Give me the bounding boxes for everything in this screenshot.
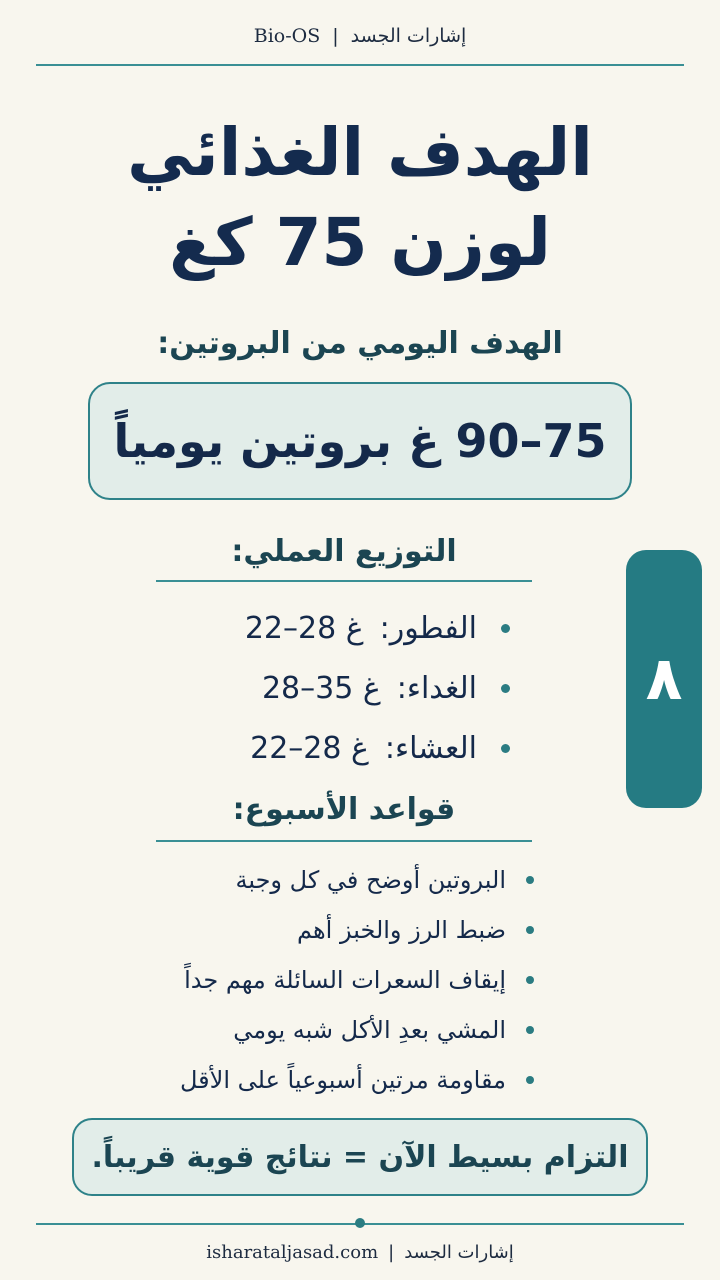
bullet-icon	[526, 876, 534, 884]
header-separator: |	[332, 25, 339, 47]
rule-text: البروتين أوضح في كل وجبة	[235, 866, 506, 894]
header-brand: Bio-OS	[253, 25, 321, 47]
footer-channel: إشارات الجسد	[404, 1241, 514, 1263]
protein-target-label: الهدف اليومي من البروتين:	[157, 326, 563, 361]
top-header	[0, 18, 720, 54]
bullet-icon	[526, 926, 534, 934]
title-line-2: لوزن 75 كغ	[169, 204, 551, 281]
rule-text: ضبط الرز والخبز أهم	[297, 916, 506, 944]
bullet-icon	[501, 624, 510, 633]
meal-amount: 22–28 غ	[244, 610, 364, 646]
meal-name: العشاء:	[384, 730, 477, 766]
weekly-rules-heading-text: قواعد الأسبوع:	[232, 792, 456, 827]
commitment-text: التزام بسيط الآن = نتائج قوية قريباً.	[91, 1139, 629, 1175]
list-item	[174, 1005, 534, 1055]
meal-amount: 22–28 غ	[250, 730, 369, 766]
weekly-rules-list	[174, 855, 534, 1105]
bullet-icon	[501, 684, 510, 693]
title-line-1: الهدف الغذائي	[127, 114, 593, 191]
protein-target-value: 75–90 غ بروتين يومياً	[113, 414, 607, 468]
distribution-underline	[156, 580, 532, 582]
list-item	[174, 1055, 534, 1105]
distribution-list	[190, 598, 510, 778]
footer	[0, 1235, 720, 1269]
list-item	[174, 905, 534, 955]
weekly-rules-heading	[156, 792, 532, 840]
rule-text: مقاومة مرتين أسبوعياً على الأقل	[180, 1066, 506, 1094]
distribution-item-breakfast	[190, 598, 510, 658]
page-title	[60, 108, 660, 288]
divider-dot-icon	[355, 1218, 365, 1228]
distribution-heading	[156, 534, 532, 582]
rule-text: المشي بعدِ الأكل شبه يومي	[233, 1016, 506, 1044]
list-item	[174, 955, 534, 1005]
distribution-item-lunch	[190, 658, 510, 718]
footer-separator: |	[388, 1241, 395, 1263]
header-channel: إشارات الجسد	[350, 25, 467, 47]
bullet-icon	[526, 1026, 534, 1034]
distribution-heading-text: التوزيع العملي:	[231, 534, 457, 569]
slide-number: ٨	[645, 644, 683, 714]
bullet-icon	[526, 976, 534, 984]
meal-name: الفطور:	[379, 610, 477, 646]
commitment-box	[72, 1118, 648, 1196]
meal-amount: 28–35 غ	[261, 670, 381, 706]
distribution-item-dinner	[190, 718, 510, 778]
footer-website-link[interactable]: isharataljasad.com	[206, 1241, 379, 1263]
bullet-icon	[526, 1076, 534, 1084]
weekly-rules-underline	[156, 840, 532, 842]
bullet-icon	[501, 744, 510, 753]
top-divider	[36, 64, 684, 66]
rule-text: إيقاف السعرات السائلة مهم جداً	[184, 966, 506, 994]
meal-name: الغداء:	[396, 670, 477, 706]
slide-number-badge	[626, 550, 702, 808]
list-item	[174, 855, 534, 905]
protein-target-box	[88, 382, 632, 500]
